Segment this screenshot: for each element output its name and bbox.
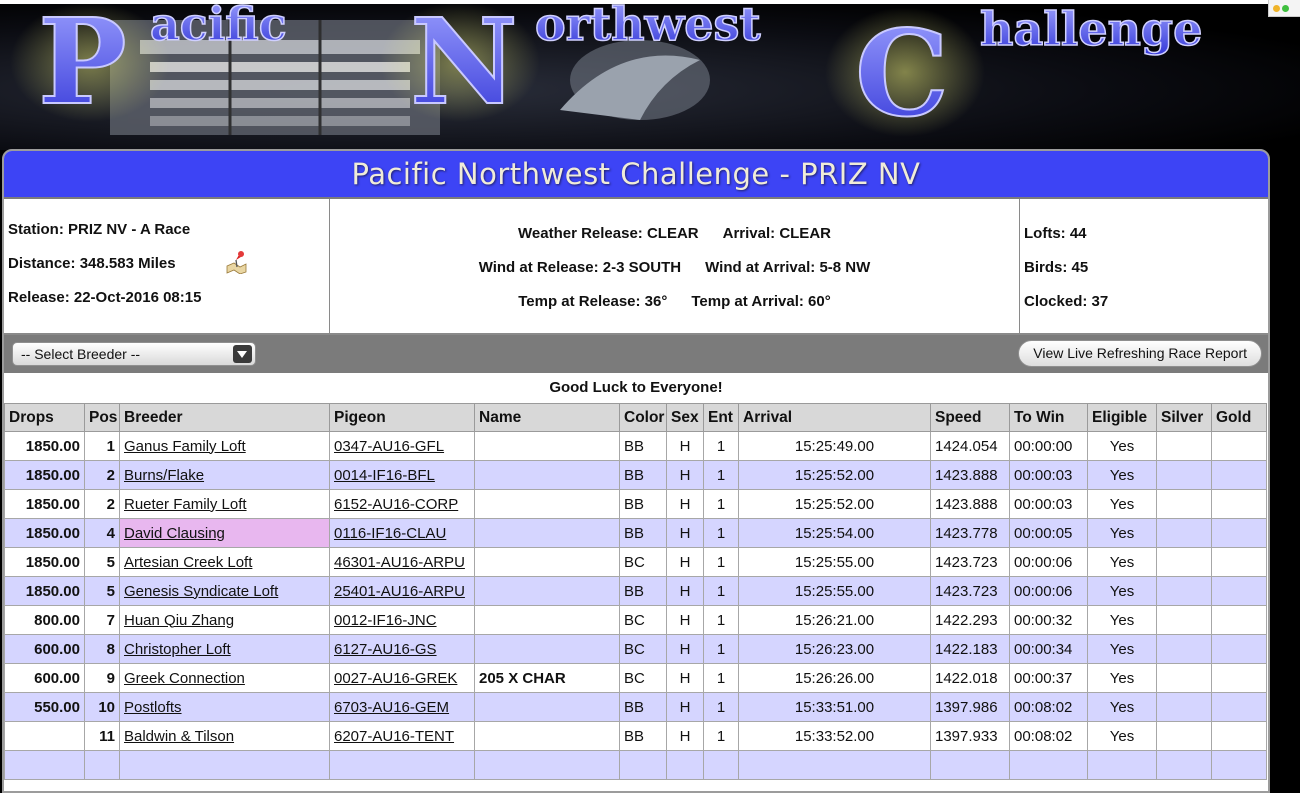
cell-arrival: 15:26:26.00	[739, 664, 931, 693]
cell-eligible: Yes	[1088, 635, 1157, 664]
cell-ent: 1	[704, 635, 739, 664]
column-header-to-win: To Win	[1010, 404, 1088, 432]
cell-silver	[1157, 432, 1212, 461]
weather-release: Weather Release: CLEAR	[518, 225, 699, 242]
cell-pos	[85, 751, 120, 780]
table-row	[5, 751, 1267, 780]
cell-breeder[interactable]	[120, 519, 330, 548]
cell-pigeon[interactable]	[330, 461, 475, 490]
pigeon-link[interactable]: 0012-IF16-JNC	[334, 611, 437, 629]
status-dot-icon	[1282, 5, 1289, 12]
cell-eligible: Yes	[1088, 664, 1157, 693]
cell-speed	[931, 751, 1010, 780]
breeder-select-value: -- Select Breeder --	[21, 346, 141, 362]
cell-color: BB	[620, 722, 667, 751]
cell-pos: 5	[85, 548, 120, 577]
cell-drops: 1850.00	[5, 490, 85, 519]
cell-sex: H	[667, 577, 704, 606]
pigeon-link[interactable]: 46301-AU16-ARPU	[334, 553, 465, 571]
breeder-link[interactable]: Postlofts	[124, 698, 182, 716]
column-header-speed: Speed	[931, 404, 1010, 432]
cell-speed: 1424.054	[931, 432, 1010, 461]
cell-speed: 1423.778	[931, 519, 1010, 548]
cell-arrival: 15:25:54.00	[739, 519, 931, 548]
race-panel	[2, 149, 1270, 793]
cell-speed: 1397.986	[931, 693, 1010, 722]
cell-drops: 600.00	[5, 664, 85, 693]
cell-ent: 1	[704, 606, 739, 635]
cell-to-win	[1010, 751, 1088, 780]
breeder-link[interactable]: Rueter Family Loft	[124, 495, 247, 513]
cell-pos: 8	[85, 635, 120, 664]
cell-arrival: 15:33:52.00	[739, 722, 931, 751]
race-info	[4, 199, 1268, 335]
cell-arrival: 15:25:49.00	[739, 432, 931, 461]
cell-gold	[1212, 577, 1267, 606]
site-banner	[0, 0, 1300, 150]
cell-drops: 600.00	[5, 635, 85, 664]
cell-sex: H	[667, 606, 704, 635]
cell-sex: H	[667, 664, 704, 693]
count-info	[1020, 199, 1268, 333]
cell-drops: 1850.00	[5, 548, 85, 577]
cell-arrival: 15:26:23.00	[739, 635, 931, 664]
results-table	[4, 403, 1267, 780]
cell-sex: H	[667, 548, 704, 577]
cell-breeder[interactable]	[120, 432, 330, 461]
column-header-pos: Pos	[85, 404, 120, 432]
cell-arrival: 15:25:55.00	[739, 548, 931, 577]
cell-drops: 1850.00	[5, 432, 85, 461]
cell-ent: 1	[704, 722, 739, 751]
column-header-eligible: Eligible	[1088, 404, 1157, 432]
cell-pigeon[interactable]	[330, 432, 475, 461]
browser-extension-widget[interactable]	[1268, 0, 1300, 17]
cell-speed: 1423.888	[931, 461, 1010, 490]
birds-count: Birds: 45	[1024, 259, 1089, 276]
cell-pigeon[interactable]	[330, 664, 475, 693]
cell-to-win: 00:00:34	[1010, 635, 1088, 664]
cell-to-win: 00:08:02	[1010, 722, 1088, 751]
cell-pos: 2	[85, 461, 120, 490]
breeder-link[interactable]: Burns/Flake	[124, 466, 205, 484]
cell-speed: 1422.018	[931, 664, 1010, 693]
cell-arrival: 15:25:52.00	[739, 461, 931, 490]
table-row	[5, 490, 1267, 519]
cell-drops: 1850.00	[5, 461, 85, 490]
cell-drops	[5, 722, 85, 751]
breeder-link[interactable]: Genesis Syndicate Loft	[124, 582, 279, 600]
temp-arrival: Temp at Arrival: 60°	[691, 293, 831, 310]
cell-color: BB	[620, 461, 667, 490]
cell-eligible: Yes	[1088, 606, 1157, 635]
table-row	[5, 519, 1267, 548]
weather-arrival: Arrival: CLEAR	[722, 225, 831, 242]
cell-name	[475, 635, 620, 664]
table-body	[5, 432, 1267, 780]
cell-speed: 1423.888	[931, 490, 1010, 519]
column-header-silver: Silver	[1157, 404, 1212, 432]
banner-letter-p: P	[38, 0, 127, 131]
cell-pos: 10	[85, 693, 120, 722]
cell-gold	[1212, 432, 1267, 461]
cell-breeder[interactable]	[120, 722, 330, 751]
cell-eligible: Yes	[1088, 432, 1157, 461]
breeder-link[interactable]: Huan Qiu Zhang	[124, 611, 235, 629]
table-row	[5, 432, 1267, 461]
cell-color: BB	[620, 693, 667, 722]
page-title: Pacific Northwest Challenge - PRIZ NV	[351, 157, 921, 191]
banner-letter-c: C	[855, 4, 949, 143]
pigeon-link[interactable]: 6127-AU16-GS	[334, 640, 437, 658]
status-dot-icon	[1273, 5, 1280, 12]
cell-breeder[interactable]	[120, 461, 330, 490]
cell-silver	[1157, 606, 1212, 635]
column-header-gold: Gold	[1212, 404, 1267, 432]
cell-to-win: 00:00:03	[1010, 461, 1088, 490]
cell-pigeon[interactable]	[330, 577, 475, 606]
cell-ent: 1	[704, 490, 739, 519]
greeting-text: Good Luck to Everyone!	[549, 379, 723, 396]
cell-gold	[1212, 490, 1267, 519]
cell-color: BC	[620, 635, 667, 664]
cell-pos: 4	[85, 519, 120, 548]
cell-name	[475, 519, 620, 548]
cell-pigeon[interactable]	[330, 722, 475, 751]
station-label: Station: PRIZ NV - A Race	[8, 221, 191, 238]
title-bar	[4, 151, 1268, 199]
cell-sex: H	[667, 693, 704, 722]
banner-word-orthwest: orthwest	[535, 0, 761, 51]
cell-breeder[interactable]	[120, 606, 330, 635]
cell-to-win: 00:00:00	[1010, 432, 1088, 461]
pigeon-link[interactable]: 0027-AU16-GREK	[334, 669, 458, 687]
pigeon-link[interactable]: 0347-AU16-GFL	[334, 437, 445, 455]
cell-ent: 1	[704, 577, 739, 606]
cell-silver	[1157, 519, 1212, 548]
cell-breeder[interactable]	[120, 577, 330, 606]
live-report-button[interactable]: View Live Refreshing Race Report	[1018, 340, 1262, 367]
cell-ent: 1	[704, 693, 739, 722]
cell-color: BB	[620, 432, 667, 461]
column-header-drops: Drops	[5, 404, 85, 432]
cell-eligible: Yes	[1088, 722, 1157, 751]
control-bar	[4, 335, 1268, 373]
cell-gold	[1212, 722, 1267, 751]
cell-name	[475, 548, 620, 577]
cell-drops: 1850.00	[5, 577, 85, 606]
cell-gold	[1212, 461, 1267, 490]
map-pin-icon[interactable]	[224, 250, 248, 274]
banner-graphic	[0, 0, 1300, 150]
breeder-link[interactable]: Baldwin & Tilson	[124, 727, 235, 745]
station-info	[4, 199, 330, 333]
banner-word-hallenge: hallenge	[980, 2, 1203, 56]
pigeon-link[interactable]: 6703-AU16-GEM	[334, 698, 450, 716]
cell-pigeon[interactable]	[330, 635, 475, 664]
table-row	[5, 693, 1267, 722]
cell-eligible: Yes	[1088, 519, 1157, 548]
pigeon-link[interactable]: 6207-AU16-TENT	[334, 727, 455, 745]
breeder-link[interactable]: Christopher Loft	[124, 640, 231, 658]
cell-gold	[1212, 693, 1267, 722]
breeder-link[interactable]: Artesian Creek Loft	[124, 553, 253, 571]
cell-pos: 7	[85, 606, 120, 635]
cell-color	[620, 751, 667, 780]
table-row	[5, 548, 1267, 577]
pigeon-link[interactable]: 25401-AU16-ARPU	[334, 582, 465, 600]
cell-to-win: 00:00:37	[1010, 664, 1088, 693]
cell-to-win: 00:00:03	[1010, 490, 1088, 519]
cell-to-win: 00:00:32	[1010, 606, 1088, 635]
cell-sex: H	[667, 490, 704, 519]
pigeon-link[interactable]: 0116-IF16-CLAU	[334, 524, 447, 542]
pigeon-link[interactable]: 0014-IF16-BFL	[334, 466, 435, 484]
cell-to-win: 00:00:06	[1010, 548, 1088, 577]
table-row	[5, 606, 1267, 635]
cell-speed: 1422.183	[931, 635, 1010, 664]
cell-pos: 5	[85, 577, 120, 606]
weather-info	[330, 199, 1020, 333]
wind-release: Wind at Release: 2-3 SOUTH	[478, 259, 682, 276]
cell-breeder[interactable]	[120, 664, 330, 693]
column-header-sex: Sex	[667, 404, 704, 432]
cell-color: BC	[620, 664, 667, 693]
cell-silver	[1157, 577, 1212, 606]
cell-speed: 1422.293	[931, 606, 1010, 635]
cell-eligible: Yes	[1088, 577, 1157, 606]
cell-breeder[interactable]	[120, 490, 330, 519]
cell-color: BB	[620, 490, 667, 519]
table-row	[5, 577, 1267, 606]
cell-sex: H	[667, 635, 704, 664]
cell-sex: H	[667, 461, 704, 490]
cell-gold	[1212, 548, 1267, 577]
column-header-color: Color	[620, 404, 667, 432]
cell-arrival: 15:25:55.00	[739, 577, 931, 606]
cell-ent: 1	[704, 432, 739, 461]
cell-name	[475, 722, 620, 751]
cell-pigeon[interactable]	[330, 606, 475, 635]
cell-pos: 2	[85, 490, 120, 519]
cell-pigeon[interactable]	[330, 693, 475, 722]
cell-name	[475, 751, 620, 780]
cell-eligible	[1088, 751, 1157, 780]
lofts-count: Lofts: 44	[1024, 225, 1087, 242]
column-header-ent: Ent	[704, 404, 739, 432]
cell-drops: 550.00	[5, 693, 85, 722]
cell-arrival	[739, 751, 931, 780]
cell-silver	[1157, 490, 1212, 519]
cell-ent: 1	[704, 548, 739, 577]
cell-pigeon	[330, 751, 475, 780]
cell-sex: H	[667, 722, 704, 751]
cell-eligible: Yes	[1088, 693, 1157, 722]
cell-silver	[1157, 635, 1212, 664]
cell-to-win: 00:00:05	[1010, 519, 1088, 548]
cell-silver	[1157, 722, 1212, 751]
cell-arrival: 15:33:51.00	[739, 693, 931, 722]
cell-name: 205 X CHAR	[475, 664, 620, 693]
cell-eligible: Yes	[1088, 490, 1157, 519]
cell-ent: 1	[704, 461, 739, 490]
cell-silver	[1157, 751, 1212, 780]
cell-gold	[1212, 635, 1267, 664]
column-header-name: Name	[475, 404, 620, 432]
cell-pigeon[interactable]	[330, 490, 475, 519]
cell-name	[475, 606, 620, 635]
chevron-down-icon[interactable]	[233, 345, 252, 363]
breeder-select[interactable]	[12, 342, 256, 366]
banner-letter-n: N	[410, 0, 518, 131]
banner-word-acific: acific	[150, 0, 287, 51]
cell-eligible: Yes	[1088, 461, 1157, 490]
cell-pos: 1	[85, 432, 120, 461]
cell-sex: H	[667, 432, 704, 461]
table-row	[5, 722, 1267, 751]
cell-breeder[interactable]	[120, 548, 330, 577]
cell-speed: 1423.723	[931, 577, 1010, 606]
release-label: Release: 22-Oct-2016 08:15	[8, 289, 202, 306]
cell-gold	[1212, 664, 1267, 693]
wind-arrival: Wind at Arrival: 5-8 NW	[705, 259, 871, 276]
pigeon-link[interactable]: 6152-AU16-CORP	[334, 495, 459, 513]
cell-arrival: 15:25:52.00	[739, 490, 931, 519]
cell-eligible: Yes	[1088, 548, 1157, 577]
table-row	[5, 635, 1267, 664]
column-header-arrival: Arrival	[739, 404, 931, 432]
table-header-row	[5, 404, 1267, 432]
cell-name	[475, 577, 620, 606]
cell-pigeon[interactable]	[330, 548, 475, 577]
cell-ent: 1	[704, 519, 739, 548]
cell-color: BB	[620, 519, 667, 548]
column-header-pigeon: Pigeon	[330, 404, 475, 432]
cell-pos: 11	[85, 722, 120, 751]
cell-drops: 800.00	[5, 606, 85, 635]
cell-to-win: 00:00:06	[1010, 577, 1088, 606]
cell-speed: 1423.723	[931, 548, 1010, 577]
cell-breeder[interactable]	[120, 635, 330, 664]
cell-gold	[1212, 606, 1267, 635]
cell-name	[475, 432, 620, 461]
cell-breeder[interactable]	[120, 693, 330, 722]
temp-release: Temp at Release: 36°	[518, 293, 668, 310]
cell-to-win: 00:08:02	[1010, 693, 1088, 722]
cell-color: BC	[620, 548, 667, 577]
cell-gold	[1212, 519, 1267, 548]
cell-color: BB	[620, 577, 667, 606]
cell-sex	[667, 751, 704, 780]
cell-drops: 1850.00	[5, 519, 85, 548]
clocked-count: Clocked: 37	[1024, 293, 1109, 310]
cell-ent	[704, 751, 739, 780]
table-row	[5, 461, 1267, 490]
cell-drops	[5, 751, 85, 780]
cell-name	[475, 490, 620, 519]
cell-silver	[1157, 693, 1212, 722]
cell-name	[475, 461, 620, 490]
cell-silver	[1157, 548, 1212, 577]
cell-pigeon[interactable]	[330, 519, 475, 548]
cell-sex: H	[667, 519, 704, 548]
cell-pos: 9	[85, 664, 120, 693]
cell-silver	[1157, 461, 1212, 490]
pigeon-image	[560, 40, 710, 120]
cell-name	[475, 693, 620, 722]
cell-arrival: 15:26:21.00	[739, 606, 931, 635]
cell-color: BC	[620, 606, 667, 635]
table-row	[5, 664, 1267, 693]
cell-gold	[1212, 751, 1267, 780]
column-header-breeder: Breeder	[120, 404, 330, 432]
cell-speed: 1397.933	[931, 722, 1010, 751]
breeder-link[interactable]: Ganus Family Loft	[124, 437, 246, 455]
breeder-link[interactable]: David Clausing	[124, 524, 225, 542]
distance-label: Distance: 348.583 Miles	[8, 255, 176, 272]
cell-breeder	[120, 751, 330, 780]
breeder-link[interactable]: Greek Connection	[124, 669, 245, 687]
cell-silver	[1157, 664, 1212, 693]
cell-ent: 1	[704, 664, 739, 693]
